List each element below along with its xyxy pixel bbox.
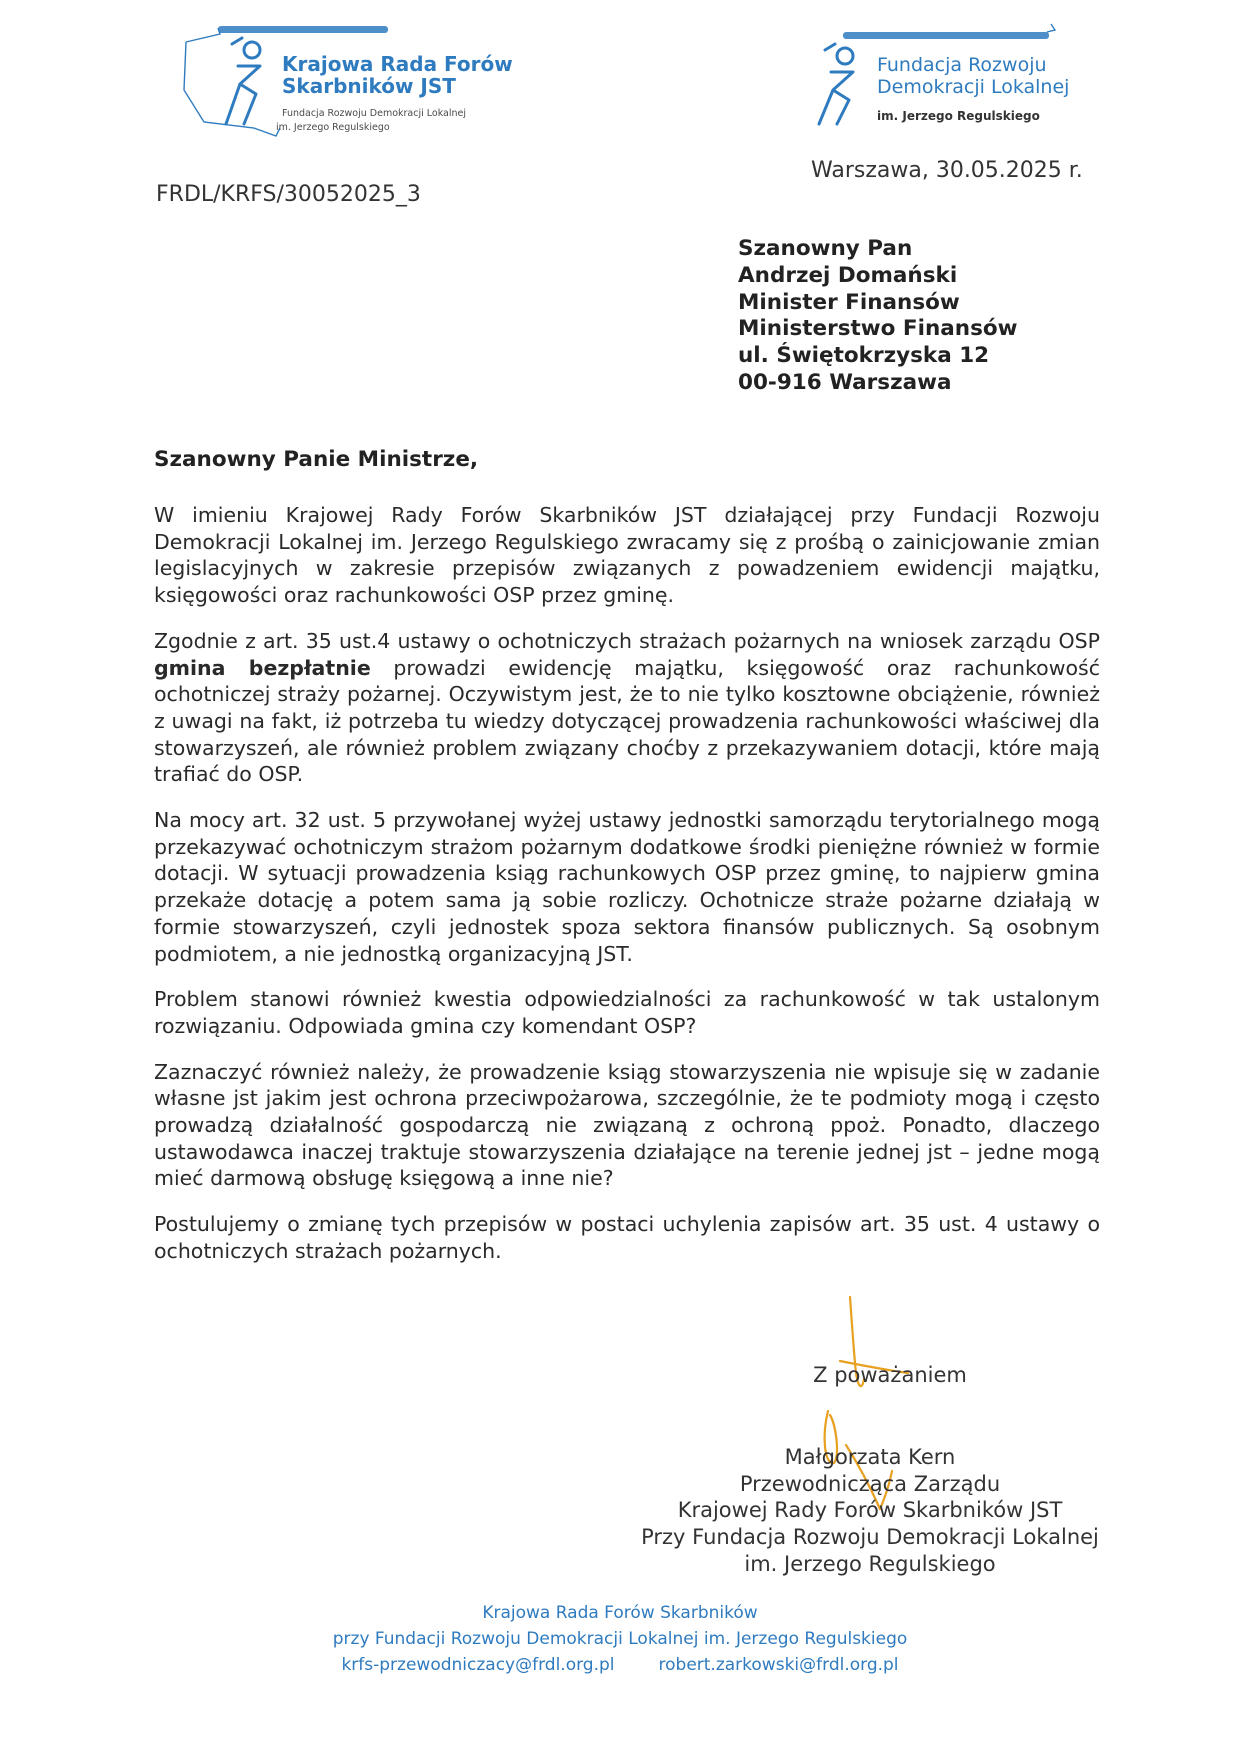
reference-number: FRDL/KRFS/30052025_3	[156, 182, 421, 207]
footer-email-link[interactable]: robert.zarkowski@frdl.org.pl	[658, 1655, 899, 1675]
paragraph-2-part2: prowadzi ewidencję majątku, księgowość oraz rachunkowość ochotniczej straży pożarnej. Oczywistym jest, że to nie tylko kosztowne obciążenie, również z uwagi na fakt, iż potrzeba tu wiedzy dotyczącej prowadzenia rachunkowości właściwej dla stowarzyszeń, ale również problem związany choćby z przekazywaniem dotacji, które mają trafiać do OSP.	[154, 655, 1100, 787]
signer-line: Przewodnicząca Zarządu	[739, 1471, 1001, 1496]
logo-right-name-line1: Fundacja Rozwoju	[877, 54, 1047, 76]
closing-phrase: Z poważaniem	[813, 1363, 967, 1387]
footer-line1: Krajowa Rada Forów Skarbników	[482, 1603, 758, 1623]
paragraph-2-bold: gmina bezpłatnie	[154, 655, 371, 680]
paragraph-4: Problem stanowi również kwestia odpowiedzialności za rachunkowość w tak ustalonym rozwiązaniu. Odpowiada gmina czy komendant OSP?	[154, 987, 1100, 1038]
logo-left-sub-line2: im. Jerzego Regulskiego	[276, 122, 390, 133]
addressee-line: 00-916 Warszawa	[738, 369, 952, 395]
addressee-line: Minister Finansów	[738, 289, 960, 315]
paragraph-5: Zaznaczyć również należy, że prowadzenie ksiąg stowarzyszenia nie wpisuje się w zadanie własne jst jakim jest ochrona przeciwpożarowa, szczególnie, że te podmioty mogą i często prowadzą działalność gospodarczą nie związaną z ochroną ppoż. Ponadto, dlaczego ustawodawca inaczej traktuje stowarzyszenia działające na terenie jednej jst – jedne mogą mieć darmową obsługę księgową a inne nie?	[154, 1059, 1100, 1191]
signer-block	[610, 1444, 1130, 1578]
paragraph-6: Postulujemy o zmianę tych przepisów w postaci uchylenia zapisów art. 35 ust. 4 ustawy o ochotniczych strażach pożarnych.	[154, 1212, 1100, 1263]
footer-emails	[270, 1652, 970, 1678]
logo-right-sub: im. Jerzego Regulskiego	[877, 109, 1040, 123]
addressee-line: Szanowny Pan	[738, 236, 913, 261]
addressee-line: Ministerstwo Finansów	[738, 316, 1018, 342]
addressee-block	[738, 236, 1018, 397]
signer-line: im. Jerzego Regulskiego	[744, 1551, 996, 1576]
signer-line: Przy Fundacja Rozwoju Demokracji Lokalnej	[641, 1525, 1099, 1550]
footer	[270, 1600, 970, 1678]
footer-line2: przy Fundacji Rozwoju Demokracji Lokalnej im. Jerzego Regulskiego	[332, 1629, 908, 1649]
logo-left-name-line2: Skarbników JST	[282, 74, 456, 98]
addressee-line: Andrzej Domański	[738, 262, 958, 288]
letter-body	[154, 502, 1100, 1284]
salutation: Szanowny Panie Ministrze,	[154, 447, 479, 472]
logo-left-sub-line1: Fundacja Rozwoju Demokracji Lokalnej	[282, 108, 466, 119]
paragraph-3: Na mocy art. 32 ust. 5 przywołanej wyżej ustawy jednostki samorządu terytorialnego mogą przekazywać ochotniczym strażom pożarnym dodatkowe środki pieniężne również w formie dotacji. W sytuacji prowadzenia ksiąg rachunkowych OSP przez gminę, to najpierw gmina przekaże dotację a potem sama ją sobie rozliczy. Ochotnicze straże pożarne działają w formie stowarzyszeń, czyli jednostek spoza sektora finansów publicznych. Są osobnym podmiotem, a nie jednostką organizacyjną JST.	[154, 808, 1100, 966]
paragraph-2	[154, 628, 1100, 788]
signer-line: Krajowej Rady Forów Skarbników JST	[677, 1498, 1063, 1523]
logo-krajowa-rada	[180, 24, 520, 144]
logo-left-name-line1: Krajowa Rada Forów	[282, 52, 513, 76]
logo-right-name-line2: Demokracji Lokalnej	[877, 76, 1070, 98]
person-figure-logo-icon	[226, 38, 260, 124]
logo-frdl	[815, 20, 1070, 130]
paragraph-1: W imieniu Krajowej Rady Forów Skarbników JST działającej przy Fundacji Rozwoju Demokracji Lokalnej im. Jerzego Regulskiego zwracamy się z prośbą o zainicjowanie zmian legislacyjnych w zakresie przepisów związanych z powadzeniem ewidencji majątku, księgowości oraz rachunkowości OSP przez gminę.	[154, 503, 1100, 608]
signer-line: Małgorzata Kern	[784, 1445, 956, 1469]
addressee-line: ul. Świętokrzyska 12	[738, 343, 990, 369]
letter-date: Warszawa, 30.05.2025 r.	[811, 158, 1083, 183]
paragraph-2-part1: Zgodnie z art. 35 ust.4 ustawy o ochotniczych strażach pożarnych na wniosek zarządu OSP	[154, 628, 1100, 653]
footer-email-link[interactable]: krfs-przewodniczacy@frdl.org.pl	[341, 1655, 615, 1675]
